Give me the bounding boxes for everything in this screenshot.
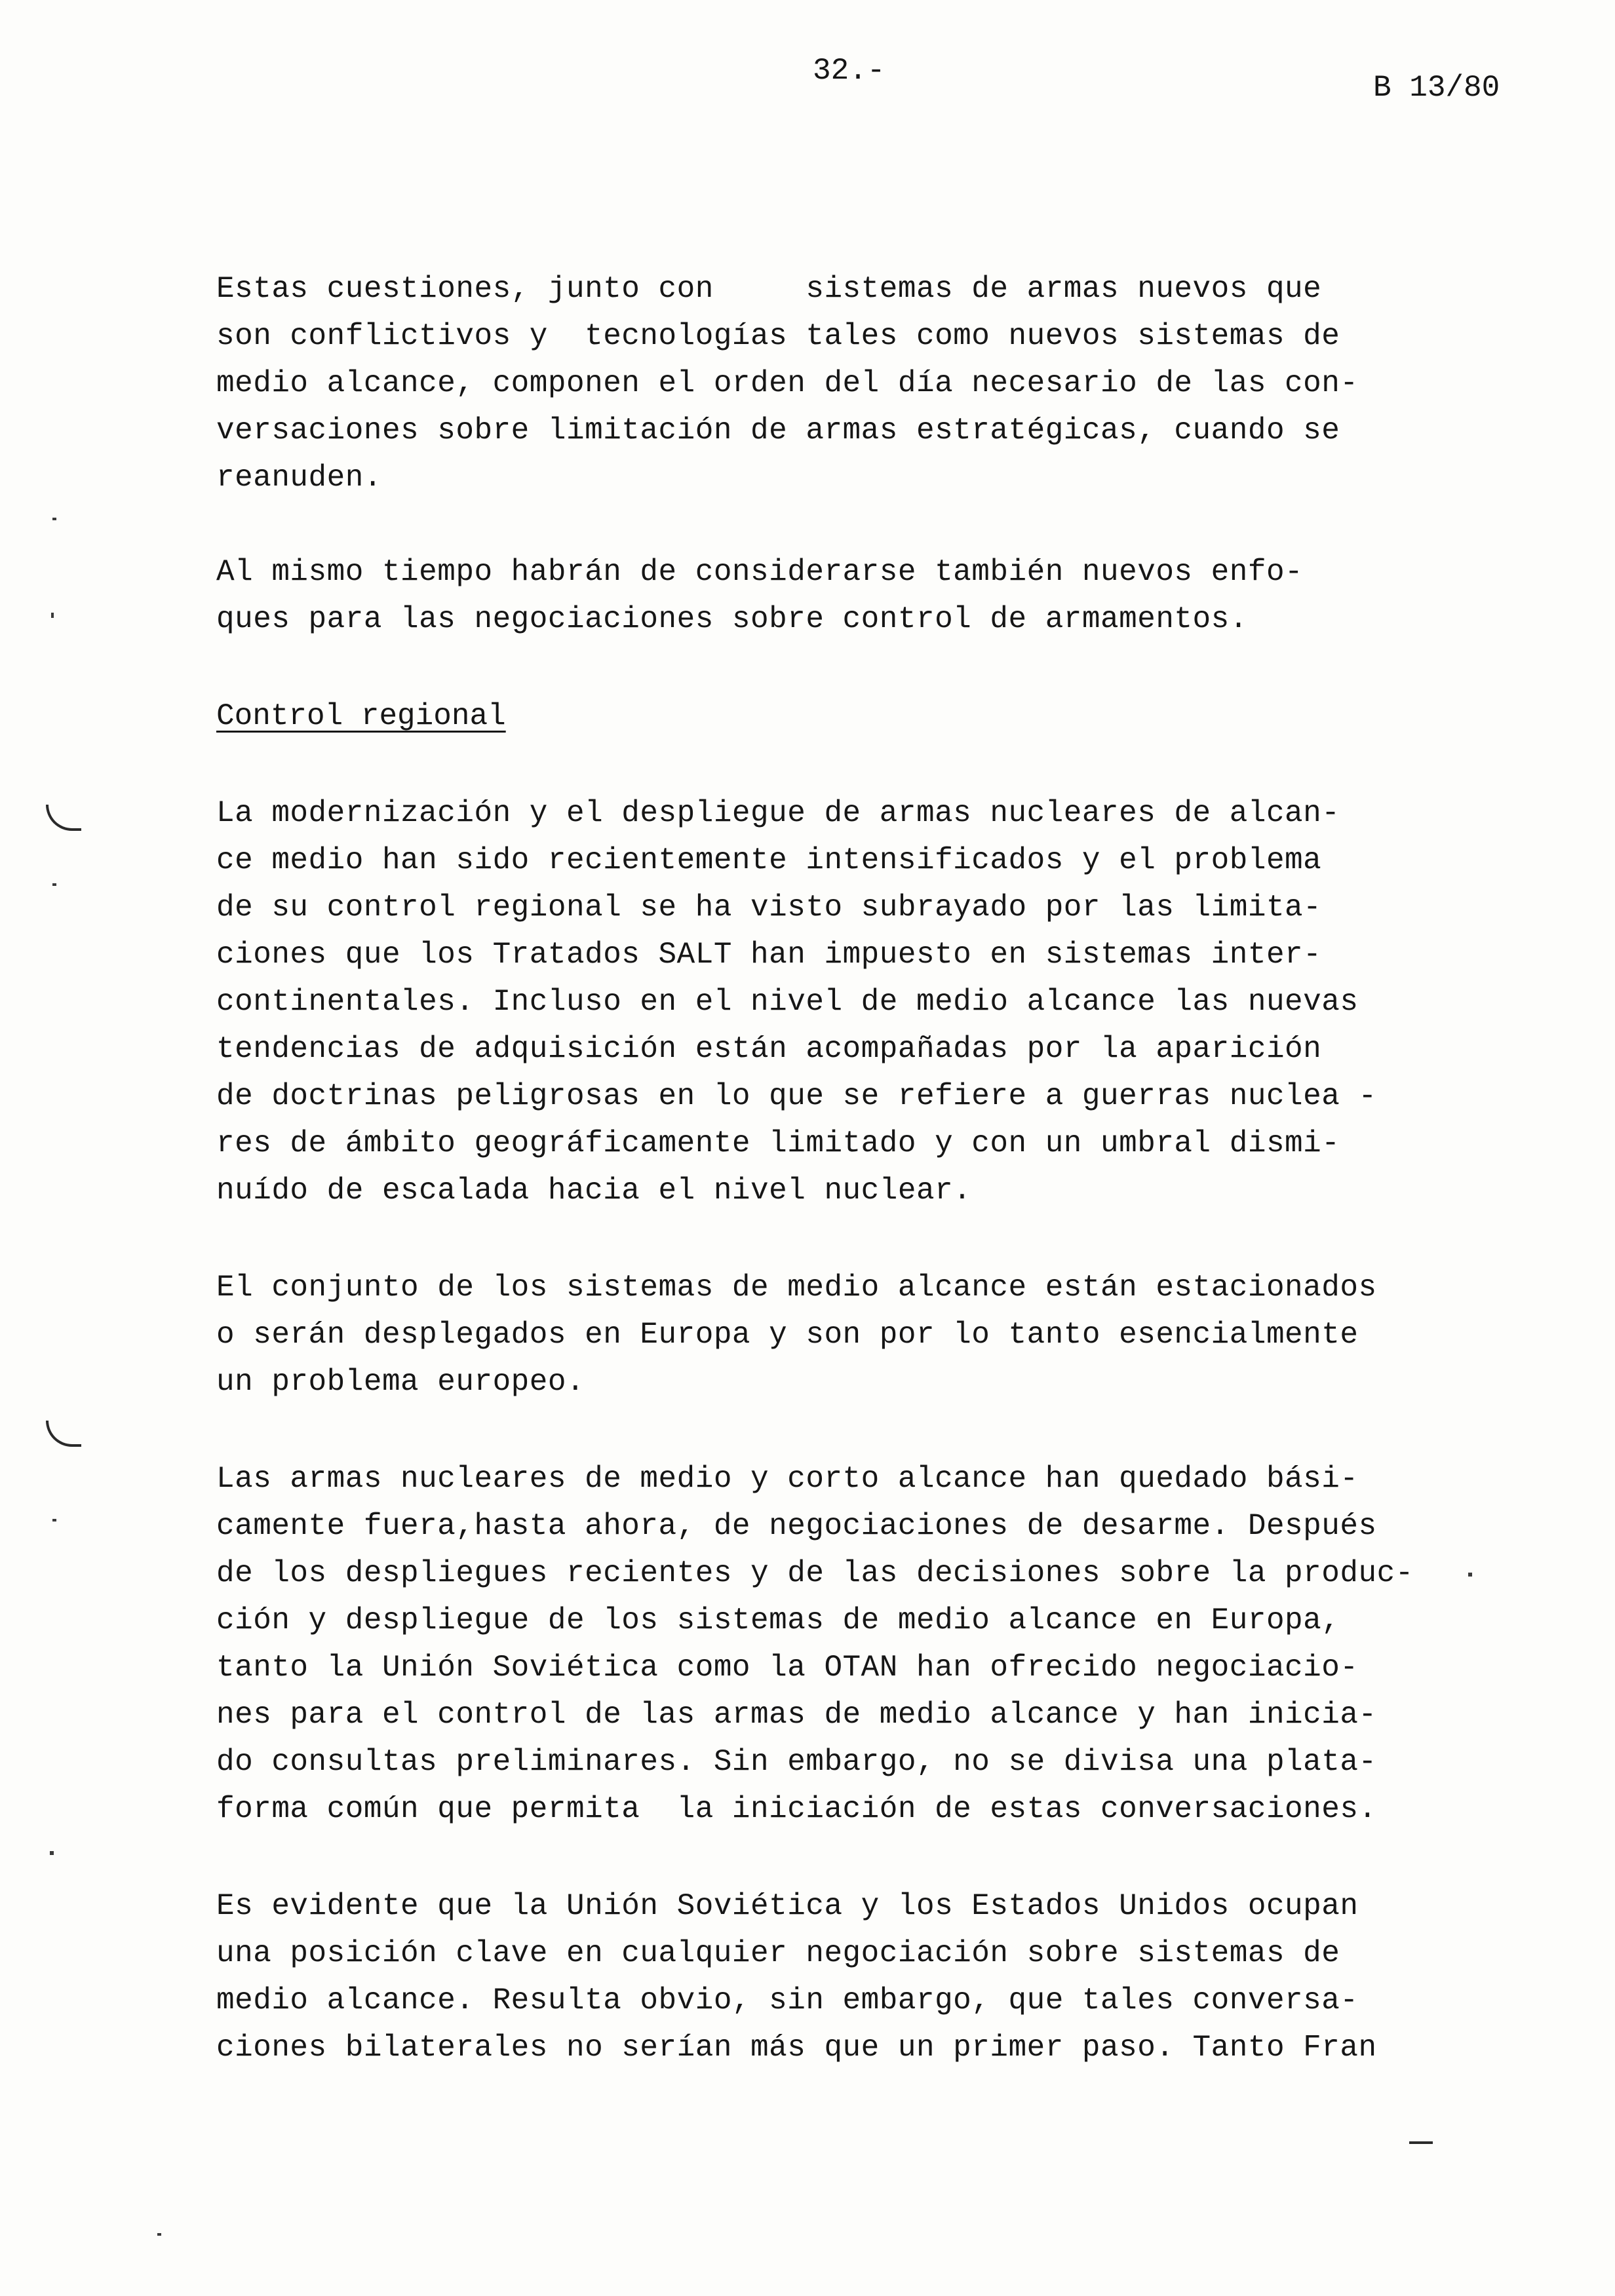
margin-dot	[157, 2233, 161, 2236]
paragraph-modernization: La modernización y el despliegue de armas nucleares de alcan- ce medio han sido recientemente intensificados y el problema de su control regional se ha visto subrayado por las limita- ciones que los Tratados SALT han impuesto en sistemas inter- continentales. Incluso en el nivel de medio alcance las nuevas tendencias de adquisición están acompañadas por la aparición de doctrinas peligrosas en lo que se refiere a guerras nuclea - res de ámbito geográficamente limitado y con un umbral dismi- nuído de escalada hacia el nivel nuclear.	[216, 796, 1377, 1208]
paragraph-bilateral-talks: Es evidente que la Unión Soviética y los Estados Unidos ocupan una posición clave en cualquier negociación sobre sistemas de medio alcance. Resulta obvio, sin embargo, que tales conversa- ciones bilaterales no serían más que un primer paso. Tanto Fran	[216, 1889, 1377, 2065]
margin-dot	[50, 1851, 54, 1855]
paragraph-spacer	[216, 1406, 1449, 1455]
page-number: 32.-	[813, 54, 885, 88]
section-heading-control-regional: Control regional	[216, 699, 506, 733]
paragraph-spacer	[216, 1214, 1449, 1264]
document-reference: B 13/80	[1373, 71, 1500, 105]
document-body	[216, 265, 1449, 2071]
margin-dot	[52, 1519, 56, 1521]
margin-dot	[51, 613, 54, 618]
binding-tick-mark	[46, 805, 81, 831]
paragraph-disarmament-negotiations: Las armas nucleares de medio y corto alcance han quedado bási- camente fuera,hasta ahora, de negociaciones de desarme. Después de los despliegues recientes y de las decisiones sobre la produc- ción y despliegue de los sistemas de medio alcance en Europa, tanto la Unión Soviética como la OTAN han ofrecido negociacio- nes para el control de las armas de medio alcance y han inicia- do consultas preliminares. Sin embargo, no se divisa una plata- forma común que permita la iniciación de estas conversaciones.	[216, 1462, 1414, 1826]
paragraph-european-problem: El conjunto de los sistemas de medio alcance están estacionados o serán desplegados en Europa y son por lo tanto esencialmente un problema europeo.	[216, 1271, 1377, 1399]
paragraph-salt-agenda: Estas cuestiones, junto con sistemas de armas nuevos que son conflictivos y tecnologías tales como nuevos sistemas de medio alcance, componen el orden del día necesario de las con- versaciones sobre limitación de armas estratégicas, cuando se reanuden.	[216, 272, 1359, 495]
continuation-underline	[1409, 2141, 1433, 2144]
paragraph-spacer	[216, 740, 1449, 790]
paragraph-spacer	[216, 501, 1449, 548]
binding-tick-mark	[46, 1421, 81, 1447]
paragraph-spacer	[216, 1833, 1449, 1883]
margin-dot	[52, 518, 56, 520]
margin-dot	[52, 883, 56, 886]
paragraph-spacer	[216, 643, 1449, 693]
paragraph-new-approaches: Al mismo tiempo habrán de considerarse también nuevos enfo- ques para las negociaciones sobre control de armamentos.	[216, 555, 1304, 636]
margin-dot	[1468, 1573, 1472, 1577]
